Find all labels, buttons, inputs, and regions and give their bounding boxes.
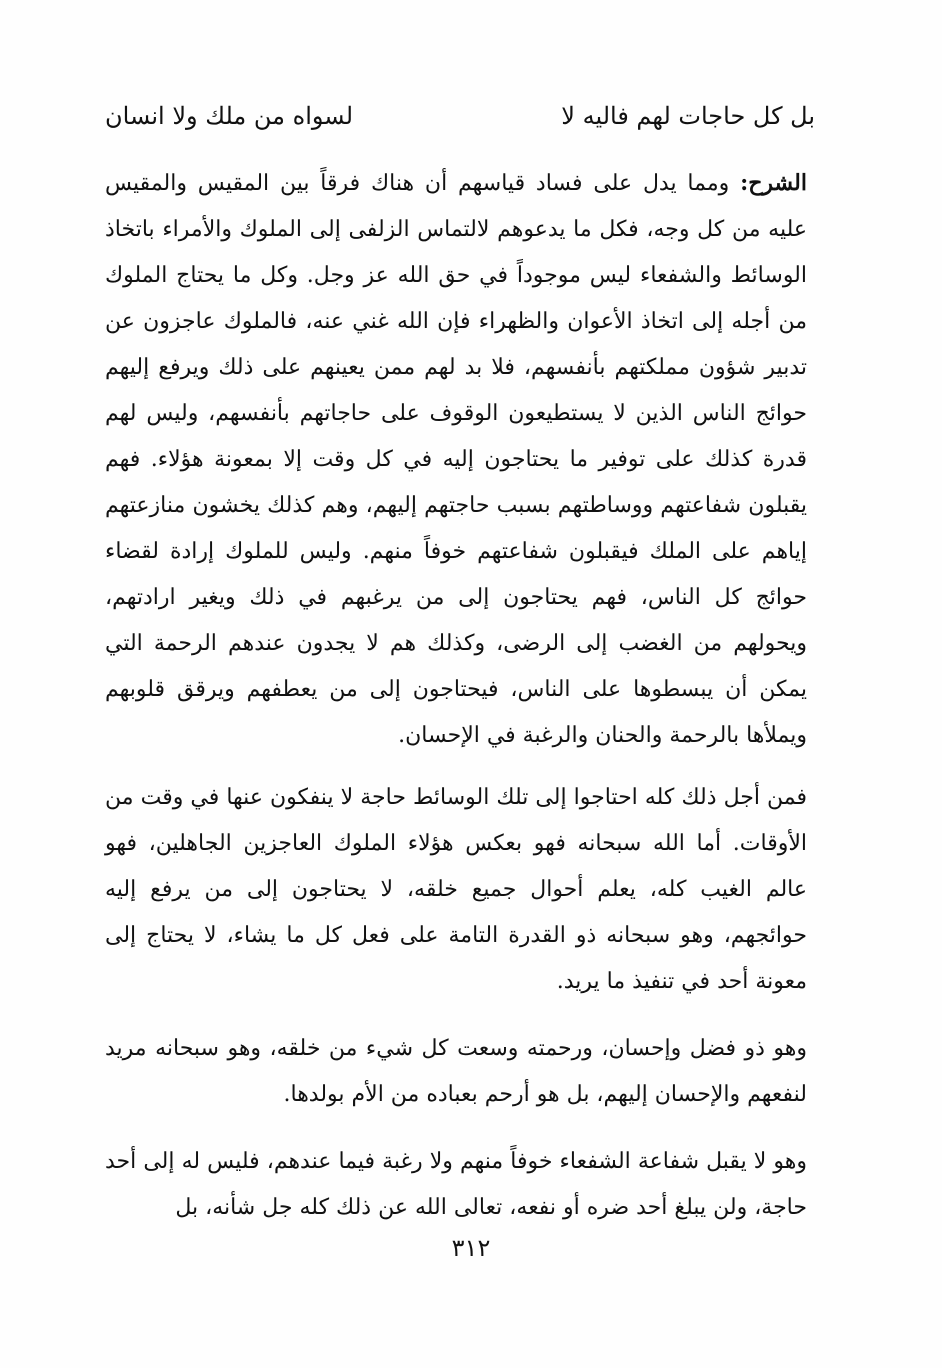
commentary-label: الشرح: <box>740 170 807 196</box>
poem-verse <box>105 92 815 140</box>
verse-second-hemistich: لسواه من ملك ولا انسان <box>105 102 354 130</box>
commentary-paragraph-1 <box>105 160 807 759</box>
commentary-paragraph-3: وهو ذو فضل وإحسان، ورحمته وسعت كل شيء من خلقه، وهو سبحانه مريد لنفعهم والإحسان إليهم، بل هو أرحم بعباده من الأم بولدها. <box>105 1036 807 1107</box>
commentary-paragraph-1-text: ومما يدل على فساد قياسهم أن هناك فرقاً بين المقيس والمقيس عليه من كل وجه، فكل ما يدعوهم لالتماس الزلفى إلى الملوك والأمراء باتخاذ الوسائط والشفعاء ليس موجوداً في حق الله عز وجل. وكل ما يحتاج الملوك من أجله إلى اتخاذ الأعوان والظهراء فإن الله غني عنه، فالملوك عاجزون عن تدبير شؤون مملكتهم بأنفسهم، فلا بد لهم ممن يعينهم على ذلك ويرفع إليهم حوائج الناس الذين لا يستطيعون الوقوف على حاجاتهم بأنفسهم، وليس لهم قدرة كذلك على توفير ما يحتاجون إليه في كل وقت إلا بمعونة هؤلاء. فهم يقبلون شفاعتهم ووساطتهم بسبب حاجتهم إليهم، وهم كذلك يخشون منازعتهم إياهم على الملك فيقبلون شفاعتهم خوفاً منهم. وليس للملوك إرادة لقضاء حوائج كل الناس، فهم يحتاجون إلى من يرغبهم في ذلك ويغير ارادتهم، ويحولهم من الغضب إلى الرضى، وكذلك هم لا يجدون عندهم الرحمة التي يمكن أن يبسطوها على الناس، فيحتاجون إلى من يعطفهم ويرقق قلوبهم ويملأها بالرحمة والحنان والرغبة في الإحسان. <box>105 171 807 748</box>
verse-first-hemistich: بل كل حاجات لهم فاليه لا <box>561 102 815 130</box>
page-number: ٣١٢ <box>451 1234 491 1262</box>
commentary-paragraph-2: فمن أجل ذلك كله احتاجوا إلى تلك الوسائط حاجة لا ينفكون عنها في وقت من الأوقات. أما الله سبحانه فهو بعكس هؤلاء الملوك العاجزين الجاهلين، فهو عالم الغيب كله، يعلم أحوال جميع خلقه، لا يحتاجون إلى من يرفع إليه حوائجهم، وهو سبحانه ذو القدرة التامة على فعل كل ما يشاء، لا يحتاج إلى معونة أحد في تنفيذ ما يريد. <box>105 785 807 994</box>
commentary-paragraph-4: وهو لا يقبل شفاعة الشفعاء خوفاً منهم ولا رغبة فيما عندهم، فليس له إلى أحد حاجة، ولن يبلغ أحد ضره أو نفعه، تعالى الله عن ذلك كله جل شأنه، بل <box>105 1149 807 1220</box>
